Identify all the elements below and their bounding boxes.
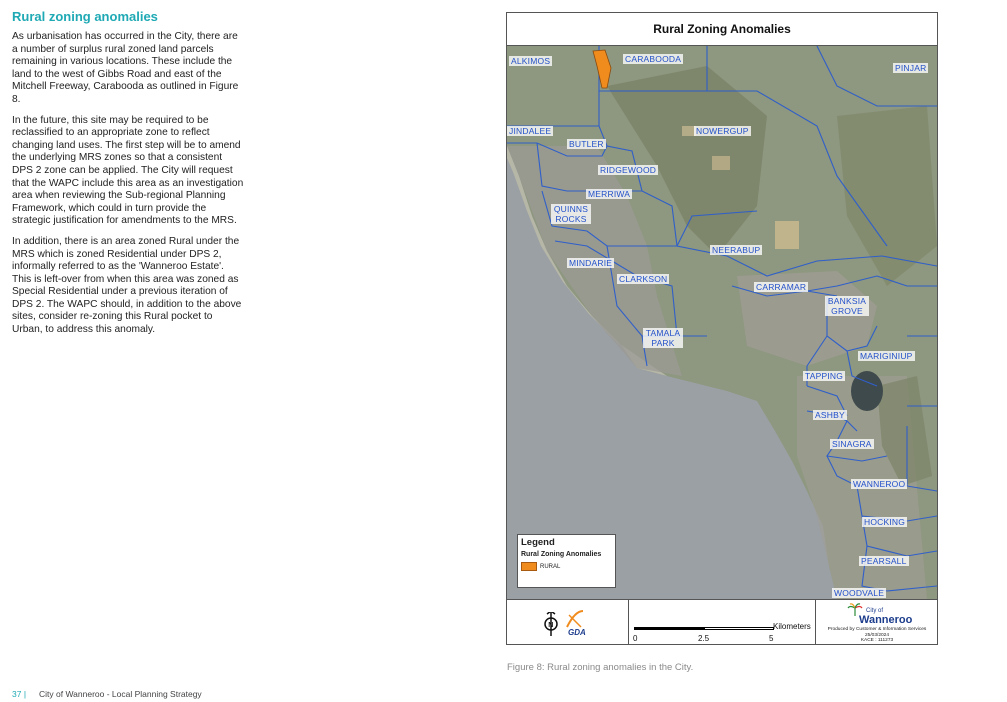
map-credits <box>817 627 937 644</box>
suburb-label-pinjar: PINJAR <box>895 63 927 73</box>
suburb-label-carramar: CARRAMAR <box>756 282 807 292</box>
gda-label: GDA <box>568 628 586 637</box>
footer-divider <box>628 600 629 645</box>
footer-divider <box>815 600 816 645</box>
map-area <box>507 46 937 599</box>
sand-patch <box>775 221 799 249</box>
suburb-label-butler: BUTLER <box>569 139 604 149</box>
suburb-label-mariginiup: MARIGINIUP <box>860 351 913 361</box>
suburb-label-wanneroo: WANNEROO <box>853 479 906 489</box>
map-legend <box>517 534 616 588</box>
sand-patch <box>712 156 730 170</box>
city-logo-block <box>817 602 937 645</box>
gda-logo-icon <box>565 609 585 629</box>
scale-segment <box>704 627 774 630</box>
logo-city-text: City of <box>866 608 884 614</box>
logo-name-text: Wanneroo <box>859 614 913 626</box>
map-date: 25/03/2024 <box>864 632 889 638</box>
suburb-label-alkimos: ALKIMOS <box>511 56 551 66</box>
paragraph-2: In the future, this site may be required to be reclassified to an appropriate zone to reflect changing land uses. The first step will be to amend the underlying MRS zones so that a consistent DPS 2 zone can be applied. The City will request that the WAPC include this area as an investigation area when reviewing the Sub-regional Planning Framework, which could in turn provide the strategic justification for amendments to the MRS. <box>12 114 244 227</box>
suburb-label-quinns-rocks: QUINNS ROCKS <box>551 204 591 224</box>
suburb-label-pearsall: PEARSALL <box>861 556 907 566</box>
scale-label-0: 0 <box>633 634 638 643</box>
document-title: City of Wanneroo - Local Planning Strategy <box>39 689 202 699</box>
suburb-label-nowergup: NOWERGUP <box>696 126 749 136</box>
suburb-label-mindarie: MINDARIE <box>569 258 613 268</box>
suburb-label-tapping: TAPPING <box>805 371 844 381</box>
svg-text:N: N <box>548 622 554 629</box>
suburb-label-hocking: HOCKING <box>864 517 906 527</box>
map-title: Rural Zoning Anomalies <box>507 13 937 46</box>
map-footer <box>507 599 937 644</box>
scale-label-2-5: 2.5 <box>698 634 710 643</box>
legend-swatch <box>521 562 537 571</box>
body-text <box>12 31 244 345</box>
suburb-label-carabooda: CARABOODA <box>625 54 682 64</box>
suburb-label-jindalee: JINDALEE <box>509 126 552 136</box>
suburb-label-woodvale: WOODVALE <box>834 588 885 598</box>
map-figure <box>506 12 938 645</box>
suburb-label-merriwa: MERRIWA <box>588 189 631 199</box>
paragraph-1: As urbanisation has occurred in the City, there are a number of surplus rural zoned land parcels remaining in various locations. These include the land to the west of Gibbs Road and east of the Mitchell Freeway, Carabooda as outlined in Figure 8. <box>12 31 239 105</box>
suburb-label-sinagra: SINAGRA <box>832 439 872 449</box>
legend-title: Legend <box>521 537 555 548</box>
scale-segment <box>634 627 704 630</box>
suburb-label-tamala-park: TAMALA PARK <box>643 328 683 348</box>
produced-by: Produced by Customer & Information Services <box>827 627 927 632</box>
page-number: 37 | <box>12 689 27 699</box>
north-arrow-icon <box>543 612 559 636</box>
map-kace: KACE : 111273 <box>860 638 894 643</box>
suburb-label-neerabup: NEERABUP <box>712 245 761 255</box>
paragraph-3: In addition, there is an area zoned Rural under the MRS which is zoned Residential under DPS 2, informally referred to as the 'Wanneroo Estate'. This is left-over from when this area was zoned as Special Residential under a previous iteration of DPS 2. The WAPC should, in addition to the above sites, consider re-zoning this Rural pocket to Urban, to address this anomaly. <box>12 235 242 336</box>
scale-label-5: 5 <box>769 634 774 643</box>
legend-subtitle: Rural Zoning Anomalies <box>521 551 602 558</box>
scale-bar <box>634 627 774 631</box>
legend-item-label: RURAL <box>540 563 561 570</box>
suburb-label-banksia-grove: BANKSIA GROVE <box>825 296 869 316</box>
suburb-label-clarkson: CLARKSON <box>619 274 668 284</box>
scale-unit-label: Kilometers <box>773 622 811 631</box>
section-heading: Rural zoning anomalies <box>12 9 158 24</box>
legend-item-rural <box>521 562 612 571</box>
figure-caption: Figure 8: Rural zoning anomalies in the City. <box>507 662 694 673</box>
suburb-label-ashby: ASHBY <box>815 410 845 420</box>
suburb-label-ridgewood: RIDGEWOOD <box>600 165 657 175</box>
